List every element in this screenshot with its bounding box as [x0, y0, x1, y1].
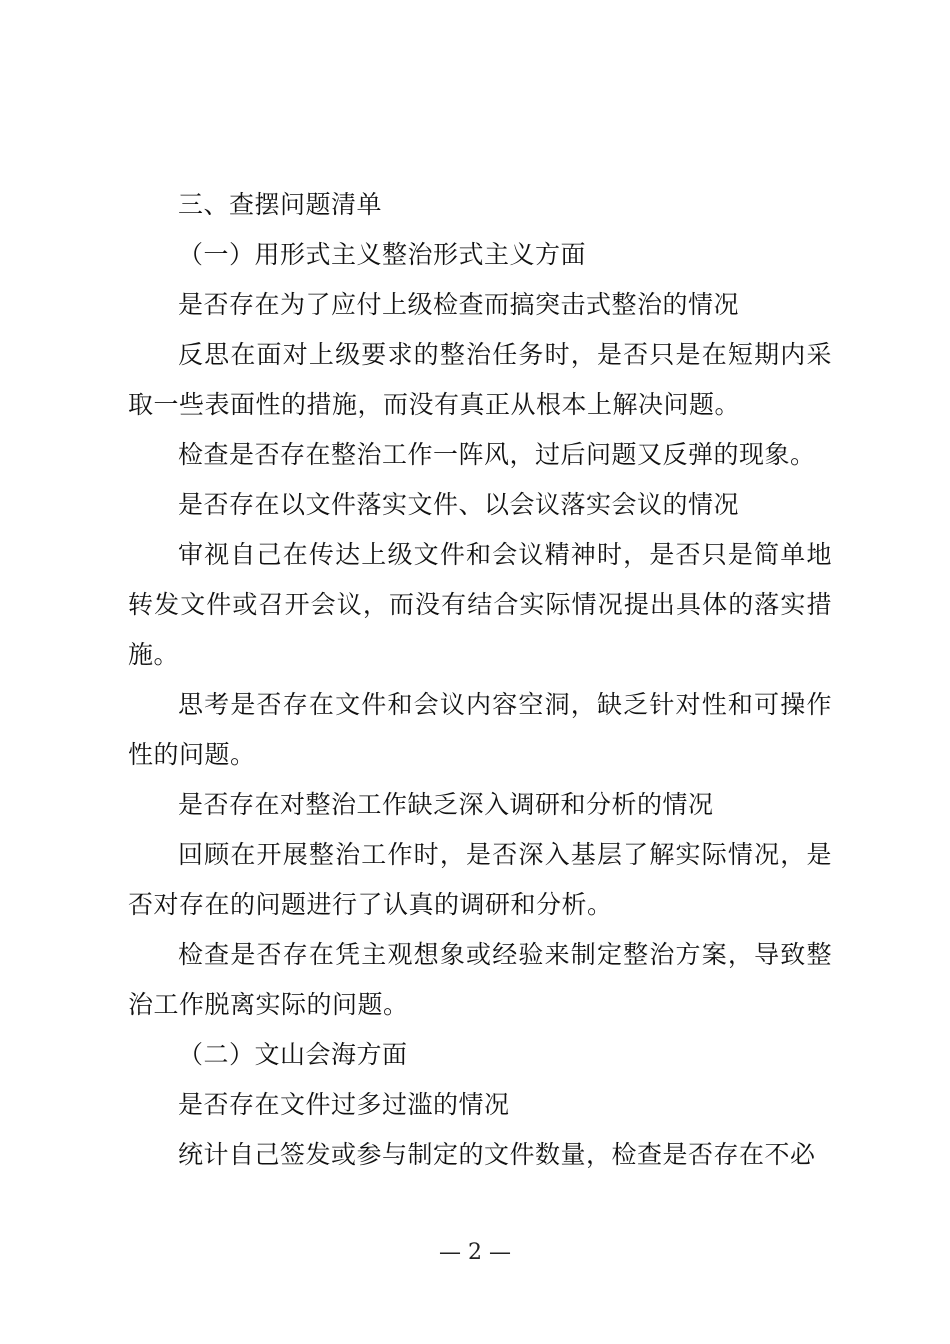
- paragraph: 统计自己签发或参与制定的文件数量，检查是否存在不必: [178, 1140, 816, 1169]
- subsection-heading: （一）用形式主义整治形式主义方面: [178, 240, 587, 269]
- question-heading: 是否存在对整治工作缺乏深入调研和分析的情况: [178, 790, 714, 819]
- paragraph: 回顾在开展整治工作时，是否深入基层了解实际情况，是否对存在的问题进行了认真的调研和分析。: [128, 840, 832, 919]
- question-heading: 是否存在为了应付上级检查而搞突击式整治的情况: [178, 290, 740, 319]
- document-body: [128, 180, 832, 1180]
- paragraph: 反思在面对上级要求的整治任务时，是否只是在短期内采取一些表面性的措施，而没有真正从根本上解决问题。: [128, 340, 832, 419]
- paragraph: 检查是否存在凭主观想象或经验来制定整治方案，导致整治工作脱离实际的问题。: [128, 940, 832, 1019]
- paragraph: 检查是否存在整治工作一阵风，过后问题又反弹的现象。: [178, 440, 816, 469]
- paragraph: 审视自己在传达上级文件和会议精神时，是否只是简单地转发文件或召开会议，而没有结合实际情况提出具体的落实措施。: [128, 540, 832, 669]
- question-heading: 是否存在以文件落实文件、以会议落实会议的情况: [178, 490, 740, 519]
- paragraph: 思考是否存在文件和会议内容空洞，缺乏针对性和可操作性的问题。: [128, 690, 832, 769]
- question-heading: 是否存在文件过多过滥的情况: [178, 1090, 510, 1119]
- subsection-heading: （二）文山会海方面: [178, 1040, 408, 1069]
- page-number: — 2 —: [439, 1240, 511, 1265]
- section-heading: 三、查摆问题清单: [178, 190, 383, 219]
